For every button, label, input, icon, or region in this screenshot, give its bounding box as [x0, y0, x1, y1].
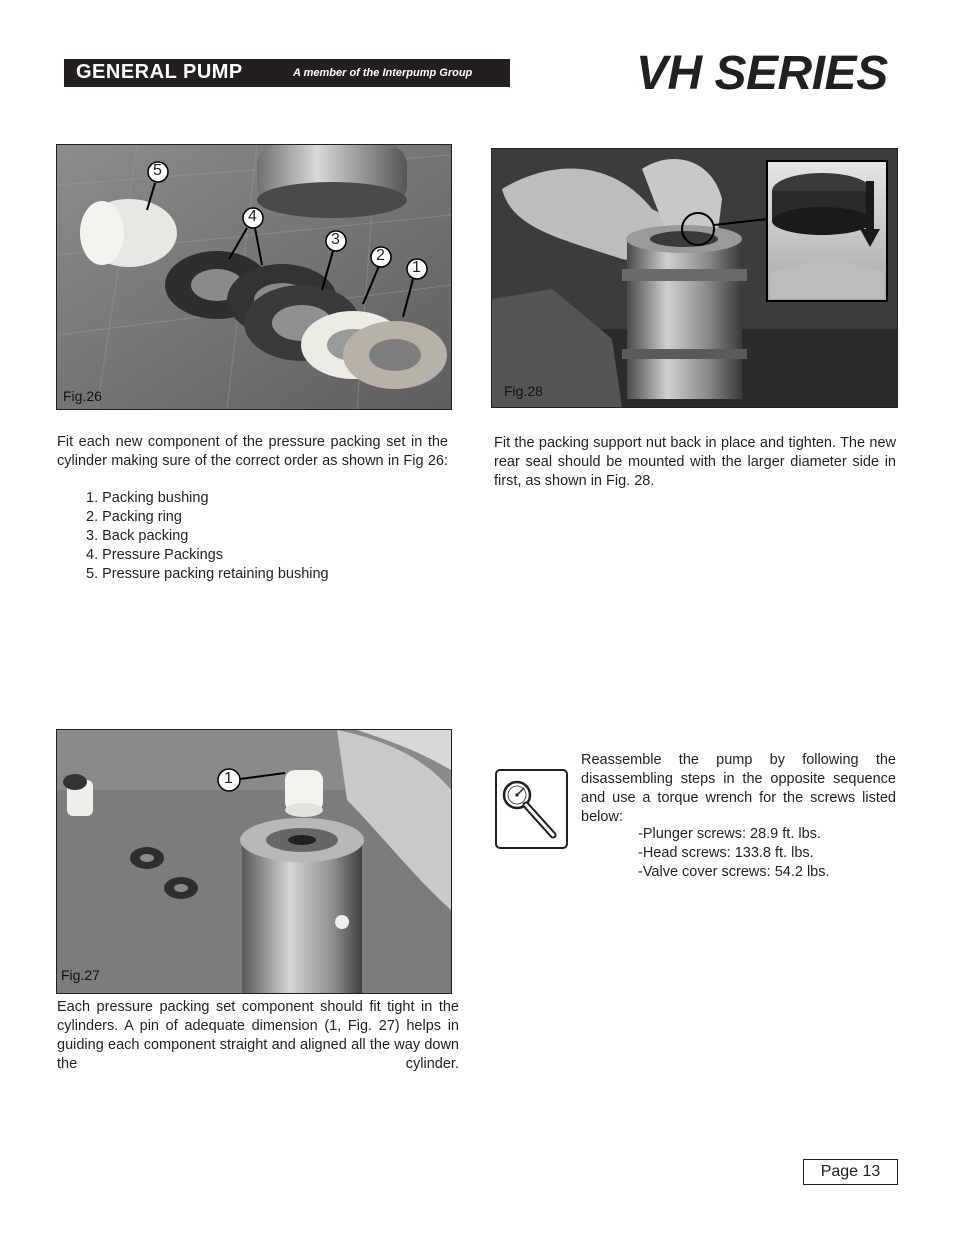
- list-item: 1. Packing bushing: [86, 490, 209, 506]
- list-item: -Plunger screws: 28.9 ft. lbs.: [638, 826, 821, 842]
- header-bar: [64, 59, 510, 87]
- fig27-label: Fig.27: [61, 967, 100, 983]
- list-item: 5. Pressure packing retaining bushing: [86, 566, 329, 582]
- list-item: -Valve cover screws: 54.2 lbs.: [638, 864, 830, 880]
- fig27-callout-1: 1: [224, 770, 233, 787]
- fig26-callout-1: 1: [412, 259, 421, 276]
- reassemble-paragraph: Reassemble the pump by following the disassembling steps in the opposite sequence and use a torque wrench for the screws listed below:: [581, 752, 896, 825]
- fig26-callout-5: 5: [153, 162, 162, 179]
- torque-wrench-icon: [495, 769, 568, 849]
- figure-26-photo: [56, 144, 452, 410]
- fig26-callout-4: 4: [248, 208, 257, 225]
- series-title: VH SERIES: [636, 47, 888, 100]
- fig26-label: Fig.26: [63, 388, 102, 404]
- list-item: -Head screws: 133.8 ft. lbs.: [638, 845, 814, 861]
- packing-components-list: [86, 489, 426, 584]
- fig28-paragraph: Fit the packing support nut back in place and tighten. The new rear seal should be mounted with the larger diameter side in first, as shown in Fig. 28.: [494, 435, 896, 489]
- fig26-callout-3: 3: [331, 231, 340, 248]
- fig28-label: Fig.28: [504, 383, 543, 399]
- figure-27-photo: [56, 729, 452, 994]
- fig27-paragraph: Each pressure packing set component should fit tight in the cylinders. A pin of adequate dimension (1, Fig. 27) helps in guiding each component straight and aligned all the way down the cylinder.: [57, 999, 459, 1072]
- list-item: 2. Packing ring: [86, 509, 182, 525]
- list-item: 3. Back packing: [86, 528, 189, 544]
- fig26-paragraph: Fit each new component of the pressure packing set in the cylinder making sure of the correct order as shown in Fig 26:: [57, 434, 448, 469]
- figure-28-photo: [491, 148, 898, 408]
- list-item: 4. Pressure Packings: [86, 547, 224, 563]
- torque-specs-list: [638, 825, 896, 882]
- page-number: Page 13: [803, 1159, 898, 1185]
- brand-tagline: A member of the Interpump Group: [293, 67, 473, 79]
- fig26-callout-2: 2: [376, 247, 385, 264]
- brand-name: GENERAL PUMP: [76, 61, 243, 83]
